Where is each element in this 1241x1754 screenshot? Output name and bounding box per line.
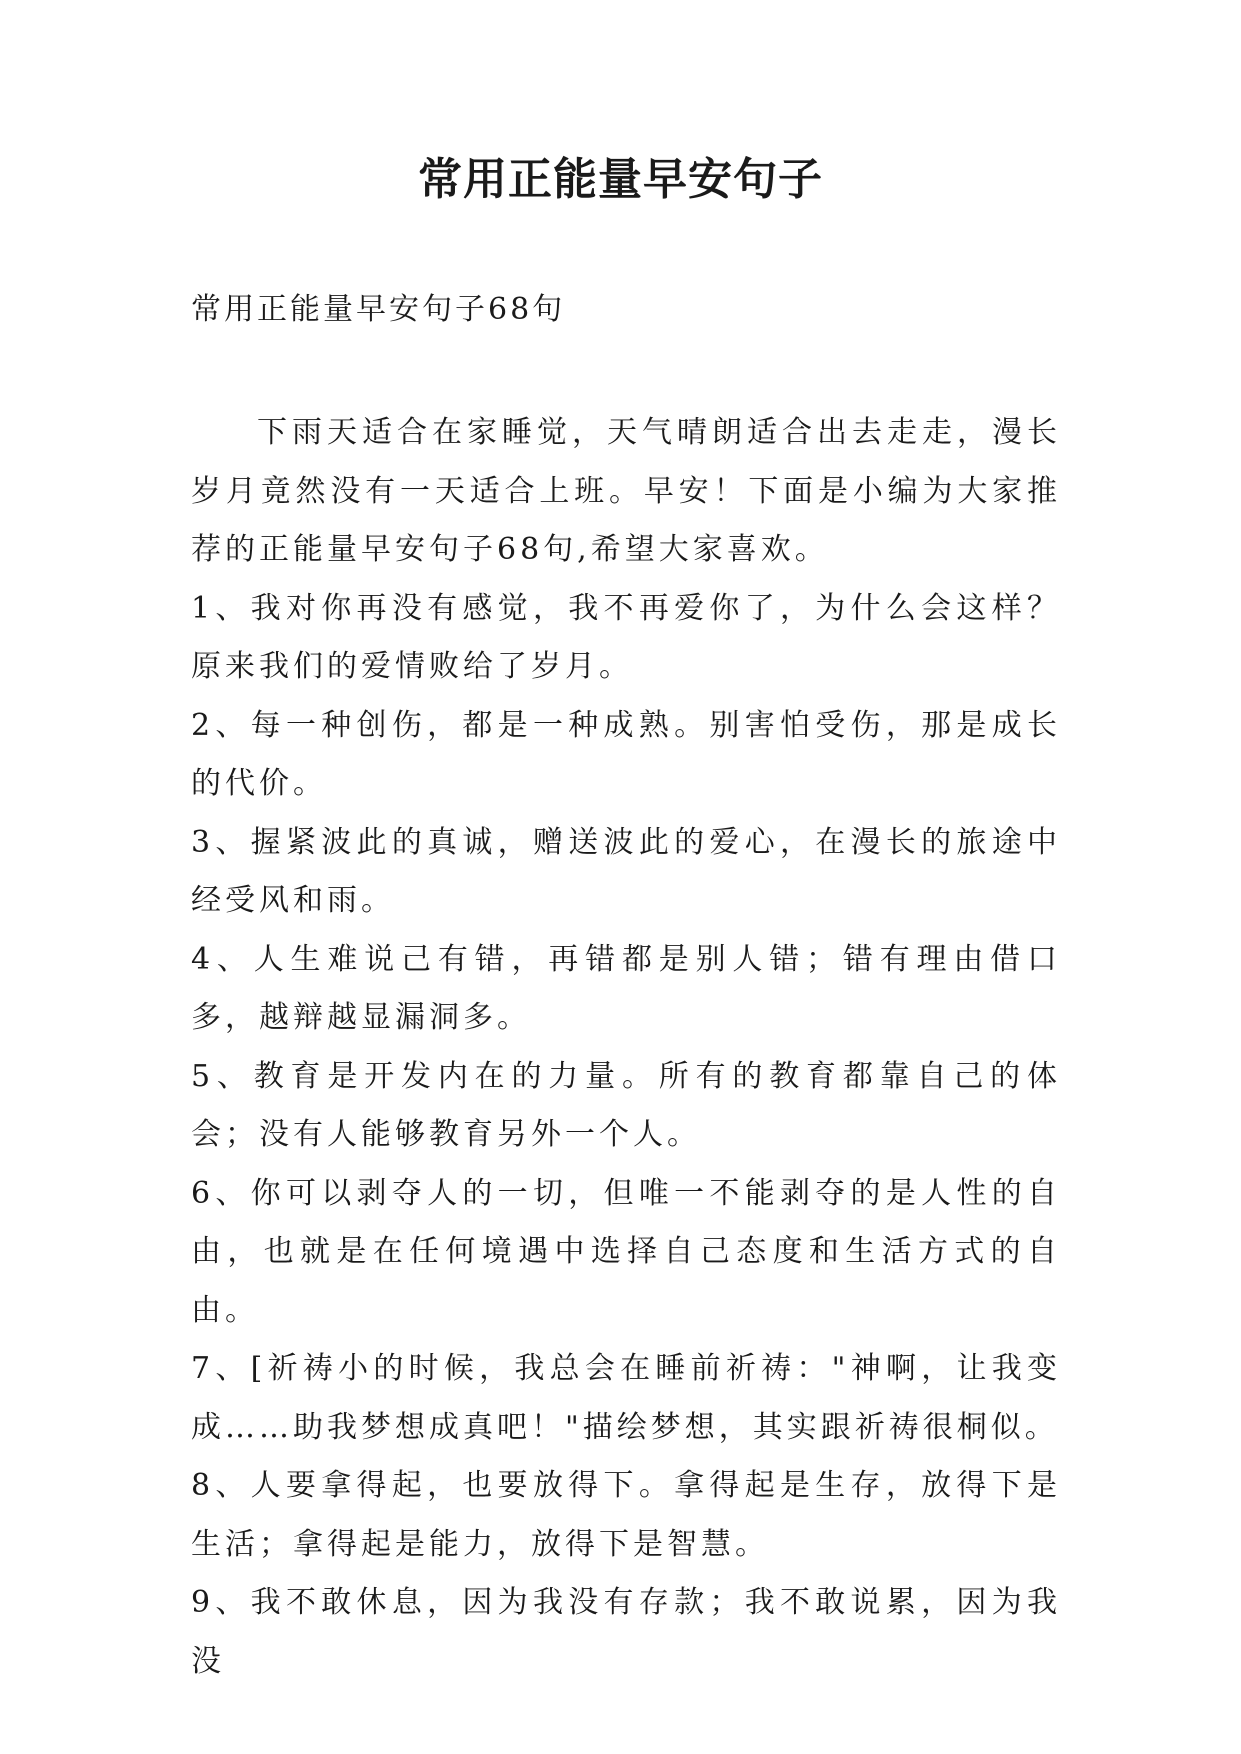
document-body [191, 404, 1061, 1691]
list-item: 9、我不敢休息，因为我没有存款；我不敢说累，因为我没 [191, 1585, 1061, 1679]
list-item: 6、你可以剥夺人的一切，但唯一不能剥夺的是人性的自由，也就是在任何境遇中选择自己态度和生活方式的自由。 [191, 1175, 1061, 1328]
list-item: 3、握紧波此的真诚，赠送波此的爱心，在漫长的旅途中经受风和雨。 [191, 824, 1061, 918]
list-item: 1、我对你再没有感觉，我不再爱你了，为什么会这样？原来我们的爱情败给了岁月。 [191, 590, 1061, 684]
list-item: 2、每一种创伤，都是一种成熟。别害怕受伤，那是成长的代价。 [191, 707, 1061, 801]
list-item: 4、人生难说己有错，再错都是别人错；错有理由借口多，越辩越显漏洞多。 [191, 941, 1061, 1035]
list-item: 8、人要拿得起，也要放得下。拿得起是生存，放得下是生活；拿得起是能力，放得下是智慧。 [191, 1468, 1061, 1562]
document-title: 常用正能量早安句子 [418, 154, 823, 205]
intro-paragraph: 下雨天适合在家睡觉，天气晴朗适合出去走走，漫长岁月竟然没有一天适合上班。早安！下面是小编为大家推荐的正能量早安句子68句,希望大家喜欢。 [191, 415, 1061, 567]
document-subtitle: 常用正能量早安句子68句 [191, 292, 566, 327]
list-item: 7、[祈祷小的时候，我总会在睡前祈祷："神啊，让我变成……助我梦想成真吧！"描绘梦想，其实跟祈祷很桐似。 [191, 1351, 1061, 1445]
list-item: 5、教育是开发内在的力量。所有的教育都靠自己的体会；没有人能够教育另外一个人。 [191, 1058, 1061, 1152]
